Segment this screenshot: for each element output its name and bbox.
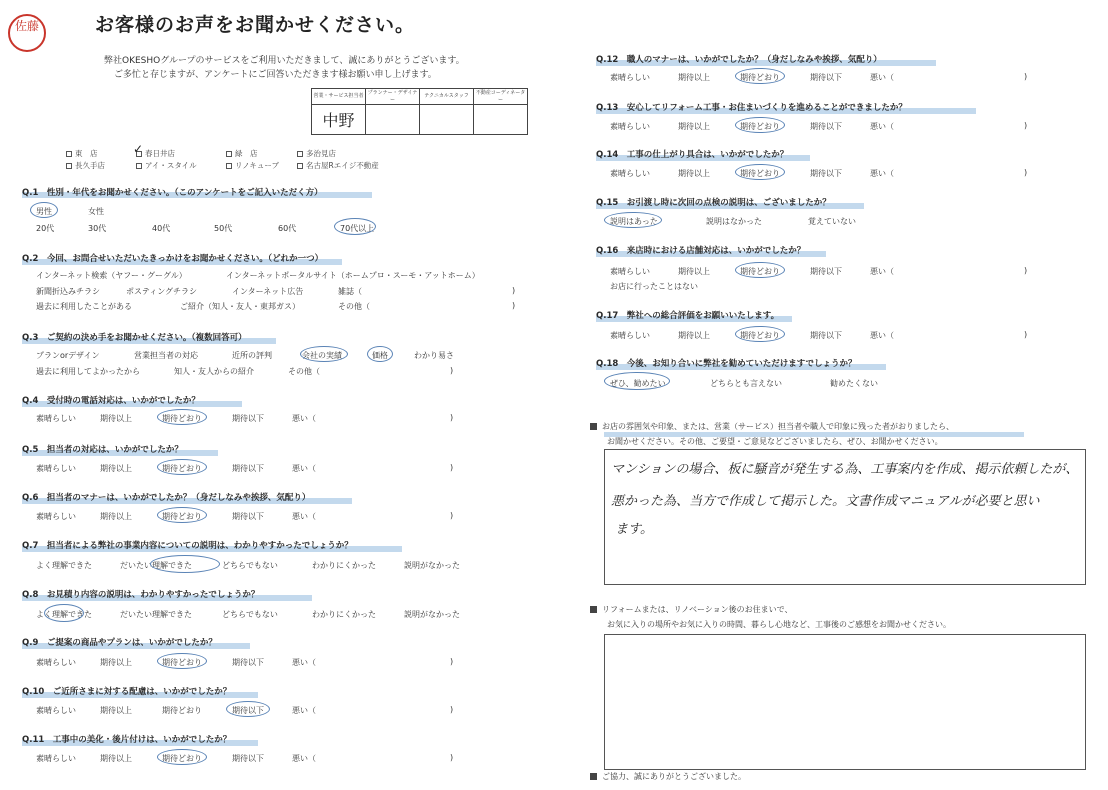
answer-option[interactable]: 悪い（ <box>870 169 894 178</box>
answer-option[interactable]: よく理解できた <box>36 561 92 570</box>
answer-circle-mark <box>157 749 207 765</box>
answer-option[interactable]: 20代 <box>36 224 55 233</box>
question-12-label: Q.12 職人のマナーは、いかがでしたか？（身だしなみや挨拶、気配り） <box>596 55 882 65</box>
bracket-close: ) <box>512 286 516 295</box>
question-10-label: Q.10 ご近所さまに対する配慮は、いかがでしたか？ <box>22 687 232 697</box>
answer-circle-mark <box>735 164 785 180</box>
answer-option[interactable]: 期待以上 <box>678 331 710 340</box>
answer-option[interactable]: 期待以下 <box>232 464 264 473</box>
question-8-label: Q.8 お見積り内容の説明は、わかりやすかったでしょうか？ <box>22 590 260 600</box>
answer-option[interactable]: 期待以下 <box>810 169 842 178</box>
answer-option[interactable]: 期待以下 <box>810 73 842 82</box>
answer-circle-mark <box>735 262 785 278</box>
store-option[interactable] <box>66 160 105 171</box>
answer-option[interactable]: プランorデザイン <box>36 351 100 360</box>
answer-option[interactable]: 素晴らしい <box>36 754 76 763</box>
answer-option[interactable]: 60代 <box>278 224 297 233</box>
thanks-text: ご協力、誠にありがとうございました。 <box>602 772 746 781</box>
store-option[interactable] <box>297 148 336 159</box>
answer-option[interactable]: だいたい理解できた <box>120 561 192 570</box>
answer-option[interactable]: 期待以下 <box>232 706 264 715</box>
store-option[interactable] <box>226 148 258 159</box>
answer-option[interactable]: 悪い（ <box>292 414 316 423</box>
bracket-close: ) <box>1024 266 1028 275</box>
staff-header: 不動産コーディネーター <box>474 89 528 105</box>
answer-option[interactable]: 期待以下 <box>810 267 842 276</box>
answer-option[interactable]: わかり易さ <box>414 351 454 360</box>
store-label: リノキューブ <box>235 161 280 170</box>
answer-option[interactable]: 期待どおり <box>162 754 202 763</box>
question-13-label: Q.13 安心してリフォーム工事・お住まいづくりを進めることができましたか？ <box>596 103 907 113</box>
bracket-close: ) <box>512 301 516 310</box>
question-1-label: Q.1 性別・年代をお聞かせください。（このアンケートをご記入いただく方） <box>22 188 323 198</box>
bracket-close: ) <box>450 705 454 714</box>
staff-header: 営業・サービス担当者 <box>312 89 366 105</box>
answer-option[interactable]: 過去に利用したことがある <box>36 302 132 311</box>
answer-option[interactable]: 素晴らしい <box>36 706 76 715</box>
handwriting-line: 悪かった為、当方で作成して掲示した。文書作成マニュアルが必要と思い <box>611 494 1040 509</box>
question-18-label: Q.18 今後、お知り合いに弊社を勧めていただけますでしょうか？ <box>596 359 857 369</box>
answer-option[interactable]: 悪い（ <box>292 754 316 763</box>
question-14-label: Q.14 工事の仕上がり具合は、いかがでしたか？ <box>596 150 789 160</box>
checkbox[interactable] <box>226 151 232 157</box>
bracket-close: ) <box>450 413 454 422</box>
answer-option[interactable]: 勧めたくない <box>830 379 878 388</box>
checkbox[interactable] <box>226 163 232 169</box>
answer-option[interactable]: お店に行ったことはない <box>610 282 698 291</box>
answer-circle-mark <box>157 409 207 425</box>
answer-option[interactable]: 期待以上 <box>100 464 132 473</box>
answer-option[interactable]: 期待以上 <box>678 73 710 82</box>
answer-option[interactable]: どちらでもない <box>222 561 278 570</box>
store-option[interactable] <box>66 148 98 159</box>
intro-line-2: ご多忙と存じますが、アンケートにご回答いただきます様お願い申し上げます。 <box>114 70 437 80</box>
thanks-line <box>590 771 746 782</box>
answer-option[interactable]: 悪い（ <box>870 73 894 82</box>
answer-circle-mark <box>44 604 84 622</box>
answer-option[interactable]: 期待どおり <box>162 464 202 473</box>
staff-value-technical[interactable] <box>420 105 474 135</box>
answer-circle-mark <box>30 202 58 218</box>
staff-value-sales[interactable]: 中野 <box>312 105 366 135</box>
answer-circle-mark <box>735 326 785 342</box>
answer-option[interactable]: 期待どおり <box>162 706 202 715</box>
comment-2-prompt-line-1 <box>590 604 792 615</box>
answer-option[interactable]: 男性 <box>36 207 52 216</box>
check-mark: ✓ <box>133 142 144 156</box>
answer-option[interactable]: 期待以上 <box>678 169 710 178</box>
question-5-label: Q.5 担当者の対応は、いかがでしたか？ <box>22 445 183 455</box>
answer-option[interactable]: 説明はあった <box>610 217 658 226</box>
staff-header: テクニカルスタッフ <box>420 89 474 105</box>
answer-option[interactable]: 女性 <box>88 207 104 216</box>
answer-circle-mark <box>367 346 393 362</box>
bullet-square-icon <box>590 606 597 613</box>
bracket-close: ) <box>1024 330 1028 339</box>
answer-option[interactable]: その他（ <box>288 367 320 376</box>
staff-table <box>311 88 528 135</box>
question-2-label: Q.2 今回、お問合せいただいたきっかけをお聞かせください。（どれか一つ） <box>22 254 324 264</box>
question-16-label: Q.16 来店時における店舗対応は、いかがでしたか？ <box>596 246 806 256</box>
answer-option[interactable]: 期待どおり <box>162 658 202 667</box>
staff-value-realestate[interactable] <box>474 105 528 135</box>
comment-1-prompt-line-2: お聞かせください。その他、ご要望・ご意見などございましたら、ぜひ、お聞かせください。 <box>607 437 943 446</box>
checkbox[interactable] <box>297 163 303 169</box>
prompt-text: リフォームまたは、リノベーション後のお住まいで、 <box>602 605 793 614</box>
answer-option[interactable]: 期待どおり <box>740 267 780 276</box>
answer-option[interactable]: 悪い（ <box>870 331 894 340</box>
answer-option[interactable]: ぜひ、勧めたい <box>610 379 666 388</box>
prompt-text: お店の雰囲気や印象、または、営業（サービス）担当者や職人で印象に残った者がおりましたら、 <box>602 422 954 431</box>
answer-option[interactable]: 説明はなかった <box>706 217 762 226</box>
answer-option[interactable]: 素晴らしい <box>610 73 650 82</box>
answer-option[interactable]: 素晴らしい <box>36 464 76 473</box>
answer-option[interactable]: 30代 <box>88 224 107 233</box>
answer-option[interactable]: 悪い（ <box>292 658 316 667</box>
checkbox[interactable] <box>136 163 142 169</box>
answer-option[interactable]: 営業担当者の対応 <box>134 351 198 360</box>
answer-option[interactable]: 期待以上 <box>100 754 132 763</box>
answer-option[interactable]: 50代 <box>214 224 233 233</box>
bracket-close: ) <box>1024 121 1028 130</box>
comment-2-textarea[interactable] <box>604 634 1086 770</box>
bracket-close: ) <box>450 753 454 762</box>
answer-option[interactable]: 悪い（ <box>292 464 316 473</box>
answer-option[interactable]: 期待どおり <box>740 169 780 178</box>
bracket-close: ) <box>450 511 454 520</box>
store-option[interactable] <box>226 160 279 171</box>
checkbox[interactable] <box>66 163 72 169</box>
store-label: 春日井店 <box>145 149 175 158</box>
answer-option[interactable]: 覚えていない <box>808 217 856 226</box>
question-9-label: Q.9 ご提案の商品やプランは、いかがでしたか？ <box>22 638 217 648</box>
answer-circle-mark <box>157 459 207 475</box>
question-4-label: Q.4 受付時の電話対応は、いかがでしたか？ <box>22 396 200 406</box>
answer-option[interactable]: 期待以上 <box>100 512 132 521</box>
answer-option[interactable]: 説明がなかった <box>404 610 460 619</box>
answer-circle-mark <box>604 372 670 390</box>
checkbox[interactable] <box>66 151 72 157</box>
answer-option[interactable]: ポスティングチラシ <box>126 287 198 296</box>
answer-option[interactable]: 素晴らしい <box>610 267 650 276</box>
answer-option[interactable]: その他（ <box>338 302 370 311</box>
handwriting-line: マンションの場合、板に騒音が発生する為、工事案内を作成、掲示依頼したが、 <box>611 462 1079 477</box>
answer-option[interactable]: 過去に利用してよかったから <box>36 367 140 376</box>
answer-option[interactable]: 素晴らしい <box>610 169 650 178</box>
staff-header: プランナー・デザイナー <box>366 89 420 105</box>
answer-circle-mark <box>334 218 376 235</box>
answer-option[interactable]: 悪い（ <box>292 706 316 715</box>
answer-option[interactable]: ご紹介（知人・友人・東邦ガス） <box>180 302 300 311</box>
answer-option[interactable]: 雑誌（ <box>338 287 362 296</box>
answer-option[interactable]: 期待どおり <box>740 73 780 82</box>
seal-text: 佐藤 <box>14 19 39 33</box>
answer-option[interactable]: 期待以下 <box>232 512 264 521</box>
answer-option[interactable]: インターネット広告 <box>232 287 304 296</box>
answer-option[interactable]: 近所の評判 <box>232 351 272 360</box>
answer-option[interactable]: 期待以上 <box>678 267 710 276</box>
answer-option[interactable]: 期待以下 <box>810 122 842 131</box>
answer-circle-mark <box>226 701 270 717</box>
store-label: アイ・スタイル <box>145 161 197 170</box>
answer-circle-mark <box>150 555 220 573</box>
store-label: 長久手店 <box>75 161 105 170</box>
answer-option[interactable]: 40代 <box>152 224 171 233</box>
answer-option[interactable]: 悪い（ <box>292 512 316 521</box>
question-6-label: Q.6 担当者のマナーは、いかがでしたか？（身だしなみや挨拶、気配り） <box>22 493 311 503</box>
answer-option[interactable]: 説明がなかった <box>404 561 460 570</box>
answer-option[interactable]: どちらでもない <box>222 610 278 619</box>
answer-option[interactable]: 期待以下 <box>232 658 264 667</box>
personal-seal-stamp <box>8 14 46 52</box>
question-7-label: Q.7 担当者による弊社の事業内容についての説明は、わかりやすかったでしょうか？ <box>22 541 353 551</box>
answer-option[interactable]: 素晴らしい <box>36 512 76 521</box>
comment-1-prompt-line-1 <box>590 421 954 432</box>
answer-circle-mark <box>157 653 207 669</box>
answer-option[interactable]: 70代以上 <box>340 224 375 233</box>
answer-circle-mark <box>735 117 785 133</box>
answer-option[interactable]: 悪い（ <box>870 267 894 276</box>
question-15-label: Q.15 お引渡し時に次回の点検の説明は、ございましたか？ <box>596 198 831 208</box>
store-label: 名古屋Rエイジ不動産 <box>306 161 379 170</box>
answer-option[interactable]: 素晴らしい <box>610 122 650 131</box>
answer-option[interactable]: インターネット検索（ヤフー・グーグル） <box>36 271 187 280</box>
answer-option[interactable]: 期待どおり <box>740 331 780 340</box>
answer-circle-mark <box>604 212 662 228</box>
store-label: 緑 店 <box>235 149 258 158</box>
answer-option[interactable]: わかりにくかった <box>312 561 376 570</box>
handwriting-line: ます。 <box>615 522 653 537</box>
answer-circle-mark <box>300 346 348 362</box>
answer-option[interactable]: わかりにくかった <box>312 610 376 619</box>
bracket-close: ) <box>1024 72 1028 81</box>
answer-option[interactable]: 期待以上 <box>678 122 710 131</box>
store-label: 東 店 <box>75 149 98 158</box>
answer-option[interactable]: 期待以上 <box>100 706 132 715</box>
bullet-square-icon <box>590 773 597 780</box>
intro-line-1: 弊社OKESHOグループのサービスをご利用いただきまして、誠にありがとうございます。 <box>104 56 465 66</box>
bracket-close: ) <box>450 657 454 666</box>
answer-option[interactable]: だいたい理解できた <box>120 610 192 619</box>
question-11-label: Q.11 工事中の美化・後片付けは、いかがでしたか？ <box>22 735 232 745</box>
bracket-close: ) <box>1024 168 1028 177</box>
answer-option[interactable]: 期待以上 <box>100 658 132 667</box>
answer-option[interactable]: 素晴らしい <box>36 414 76 423</box>
answer-option[interactable]: 期待以下 <box>810 331 842 340</box>
answer-option[interactable]: 素晴らしい <box>610 331 650 340</box>
checkbox[interactable] <box>297 151 303 157</box>
store-option[interactable] <box>297 160 379 171</box>
bracket-close: ) <box>450 463 454 472</box>
prompt-highlight <box>604 432 1024 437</box>
answer-option[interactable]: よく理解できた <box>36 610 92 619</box>
answer-option[interactable]: 期待以下 <box>232 754 264 763</box>
question-3-label: Q.3 ご契約の決め手をお聞かせください。（複数回答可） <box>22 333 247 343</box>
answer-option[interactable]: 期待どおり <box>162 512 202 521</box>
question-17-label: Q.17 弊社への総合評価をお願いいたします。 <box>596 311 780 321</box>
answer-option[interactable]: 価格 <box>372 351 388 360</box>
store-option[interactable] <box>136 160 197 171</box>
staff-value-planner[interactable] <box>366 105 420 135</box>
answer-option[interactable]: 期待以下 <box>232 414 264 423</box>
answer-circle-mark <box>735 68 785 84</box>
page-title: お客様のお声をお聞かせください。 <box>95 14 416 36</box>
comment-2-prompt-line-2: お気に入りの場所やお気に入りの時間、暮らし心地など、工事後のご感想をお聞かせください。 <box>607 620 951 629</box>
answer-option[interactable]: インターネットポータルサイト（ホームプロ・スーモ・アットホーム） <box>226 271 480 280</box>
comment-1-textarea[interactable] <box>604 449 1086 585</box>
store-label: 多治見店 <box>306 149 336 158</box>
answer-option[interactable]: 期待以上 <box>100 414 132 423</box>
bullet-square-icon <box>590 423 597 430</box>
answer-option[interactable]: どちらとも言えない <box>710 379 782 388</box>
answer-option[interactable]: 新聞折込みチラシ <box>36 287 100 296</box>
answer-option[interactable]: 素晴らしい <box>36 658 76 667</box>
bracket-close: ) <box>450 366 454 375</box>
answer-circle-mark <box>157 507 207 523</box>
answer-option[interactable]: 知人・友人からの紹介 <box>174 367 254 376</box>
answer-option[interactable]: 期待どおり <box>740 122 780 131</box>
answer-option[interactable]: 悪い（ <box>870 122 894 131</box>
answer-option[interactable]: 会社の実績 <box>302 351 342 360</box>
answer-option[interactable]: 期待どおり <box>162 414 202 423</box>
